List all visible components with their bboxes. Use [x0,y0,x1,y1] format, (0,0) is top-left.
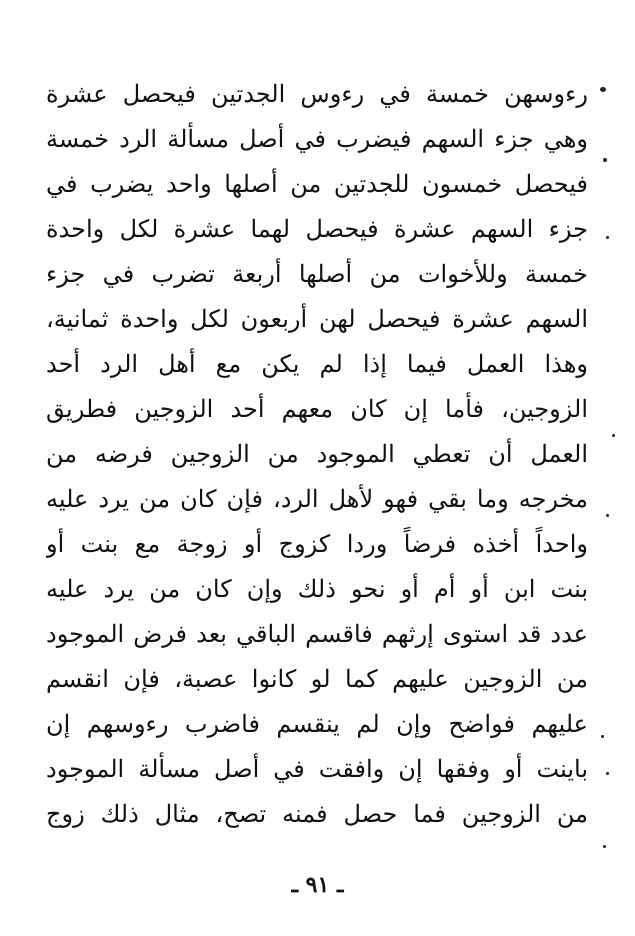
scan-speck [603,158,607,162]
text-line-7: وهذا العمل فيما إذا لم يكن مع أهل الرد أحد [46,350,588,378]
text-line-12: بنت ابن أو أم أو نحو ذلك وإن كان من يرد عليه [46,575,588,603]
scan-speck [606,236,609,239]
text-line-14: من الزوجين عليهم كما لو كانوا عصبة، فإن انقسم [46,665,588,693]
text-line-15: عليهم فواضح وإن لم ينقسم فاضرب رءوسهم إن [46,710,588,738]
scan-speck [606,514,609,517]
scan-speck [606,772,609,775]
text-line-17: من الزوجين فما حصل فمنه تصح، مثال ذلك زوج [46,800,588,828]
text-line-13: عدد قد استوى إرثهم فاقسم الباقي بعد فرض الموجود [46,620,588,648]
text-line-16: باينت أو وفقها إن وافقت في أصل مسألة الموجود [46,755,588,783]
text-line-3: فيحصل خمسون للجدتين من أصلها واحد يضرب في [46,170,588,198]
text-line-5: خمسة وللأخوات من أصلها أربعة تضرب في جزء [46,260,588,288]
scan-speck [603,845,606,848]
text-line-9: العمل أن تعطي الموجود من الزوجين فرضه من [46,440,588,468]
text-line-4: جزء السهم عشرة فيحصل لهما عشرة لكل واحدة [46,215,588,243]
body-text [46,72,588,837]
text-line-11: واحداً أخذه فرضاً وردا كزوج أو زوجة مع بنت أو [46,530,588,558]
text-line-10: مخرجه وما بقي فهو لأهل الرد، فإن كان من يرد عليه [46,485,588,513]
page-number: ـ ٩١ ـ [291,872,344,898]
text-line-2: وهي جزء السهم فيضرب في أصل مسألة الرد خمسة [46,125,588,153]
text-line-8: الزوجين، فأما إن كان معهم أحد الزوجين فطريق [46,395,588,423]
text-line-1: رءوسهن خمسة في رءوس الجدتين فيحصل عشرة [46,80,588,108]
scan-speck [601,735,604,738]
scan-speck [600,87,606,92]
scan-speck [612,434,615,437]
text-line-6: السهم عشرة فيحصل لهن أربعون لكل واحدة ثمانية، [46,305,588,333]
